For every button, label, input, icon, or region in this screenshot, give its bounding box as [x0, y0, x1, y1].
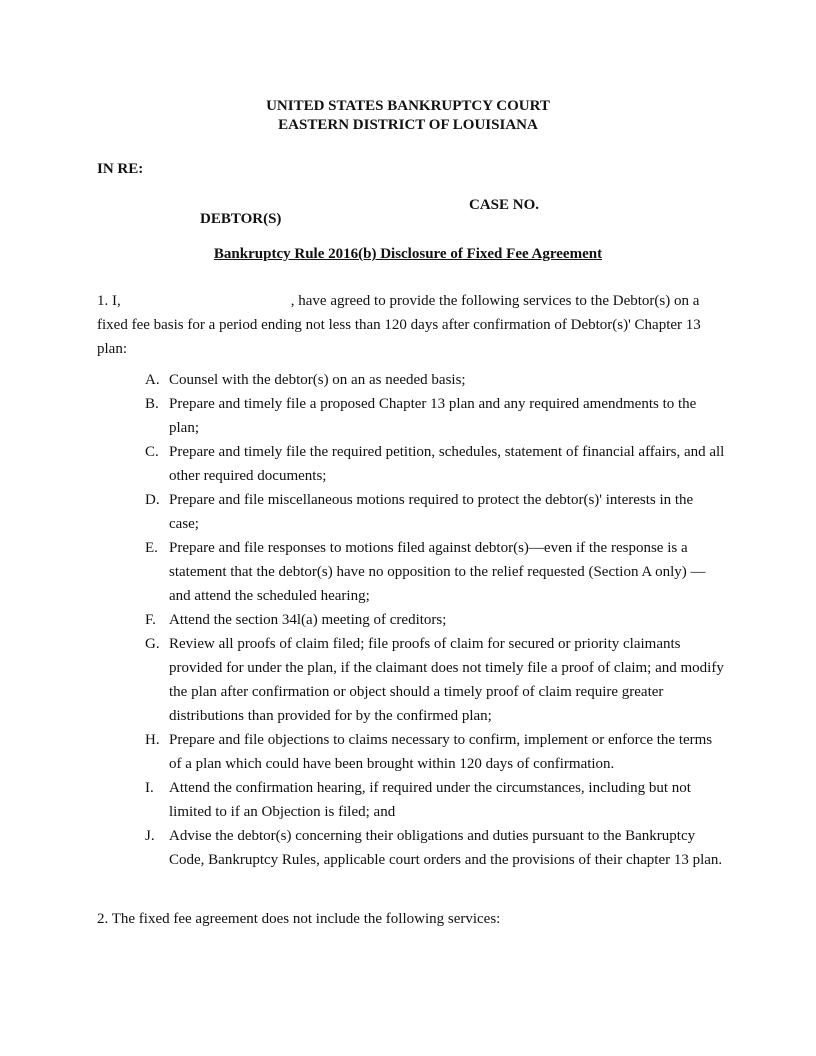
service-text: Counsel with the debtor(s) on an as needed basis;	[169, 372, 466, 388]
service-letter: H.	[145, 732, 160, 748]
service-text: Prepare and file miscellaneous motions required to protect the debtor(s)' interests in the case;	[169, 492, 694, 532]
services-list	[145, 368, 725, 872]
service-letter: J.	[145, 828, 155, 844]
in-re-label: IN RE:	[97, 161, 144, 177]
service-letter: F.	[145, 612, 156, 628]
service-text: Attend the confirmation hearing, if required under the circumstances, including but not limited to if an Objection is filed; and	[169, 780, 691, 820]
paragraph-1	[97, 289, 727, 361]
service-item	[145, 776, 725, 824]
service-item	[145, 728, 725, 776]
service-text: Advise the debtor(s) concerning their obligations and duties pursuant to the Bankruptcy Code, Bankruptcy Rules, applicable court orders and the provisions of their chapter 13 plan.	[169, 828, 723, 868]
service-item	[145, 368, 725, 392]
service-letter: A.	[145, 372, 160, 388]
paragraph-2: 2. The fixed fee agreement does not include the following services:	[97, 911, 501, 927]
court-name: UNITED STATES BANKRUPTCY COURT	[266, 98, 550, 114]
service-text: Prepare and timely file a proposed Chapter 13 plan and any required amendments to the plan;	[169, 396, 697, 436]
service-text: Review all proofs of claim filed; file proofs of claim for secured or priority claimants provided for under the plan, if the claimant does not timely file a proof of claim; and modify the plan after confirmation or object should a timely proof of claim require greater distributions than provided for by the confirmed plan;	[169, 636, 724, 724]
paragraph-1-lead: 1. I,	[97, 293, 121, 309]
service-item	[145, 632, 725, 728]
service-letter: C.	[145, 444, 159, 460]
debtors-label: DEBTOR(S)	[200, 211, 282, 227]
service-letter: G.	[145, 636, 160, 652]
case-number-label: CASE NO.	[469, 197, 540, 213]
service-text: Prepare and timely file the required petition, schedules, statement of financial affairs, and all other required documents;	[169, 444, 725, 484]
document-heading: Bankruptcy Rule 2016(b) Disclosure of Fixed Fee Agreement	[213, 246, 603, 262]
service-letter: D.	[145, 492, 160, 508]
service-text: Prepare and file objections to claims necessary to confirm, implement or enforce the terms of a plan which could have been brought within 120 days of confirmation.	[169, 732, 713, 772]
court-district: EASTERN DISTRICT OF LOUISIANA	[278, 117, 538, 133]
service-letter: E.	[145, 540, 158, 556]
paragraph-1-text: , have agreed to provide the following services to the Debtor(s) on a fixed fee basis for a period ending not less than 120 days after confirmation of Debtor(s)' Chapter 13 plan:	[97, 293, 701, 357]
service-item	[145, 488, 725, 536]
service-letter: B.	[145, 396, 159, 412]
service-item	[145, 392, 725, 440]
service-item	[145, 440, 725, 488]
service-text: Prepare and file responses to motions filed against debtor(s)—even if the response is a statement that the debtor(s) have no opposition to the relief requested (Section A only) —and attend the scheduled hearing;	[169, 540, 706, 604]
service-text: Attend the section 34l(a) meeting of creditors;	[169, 612, 447, 628]
service-item	[145, 824, 725, 872]
service-item	[145, 608, 725, 632]
service-item	[145, 536, 725, 608]
service-letter: I.	[145, 780, 154, 796]
